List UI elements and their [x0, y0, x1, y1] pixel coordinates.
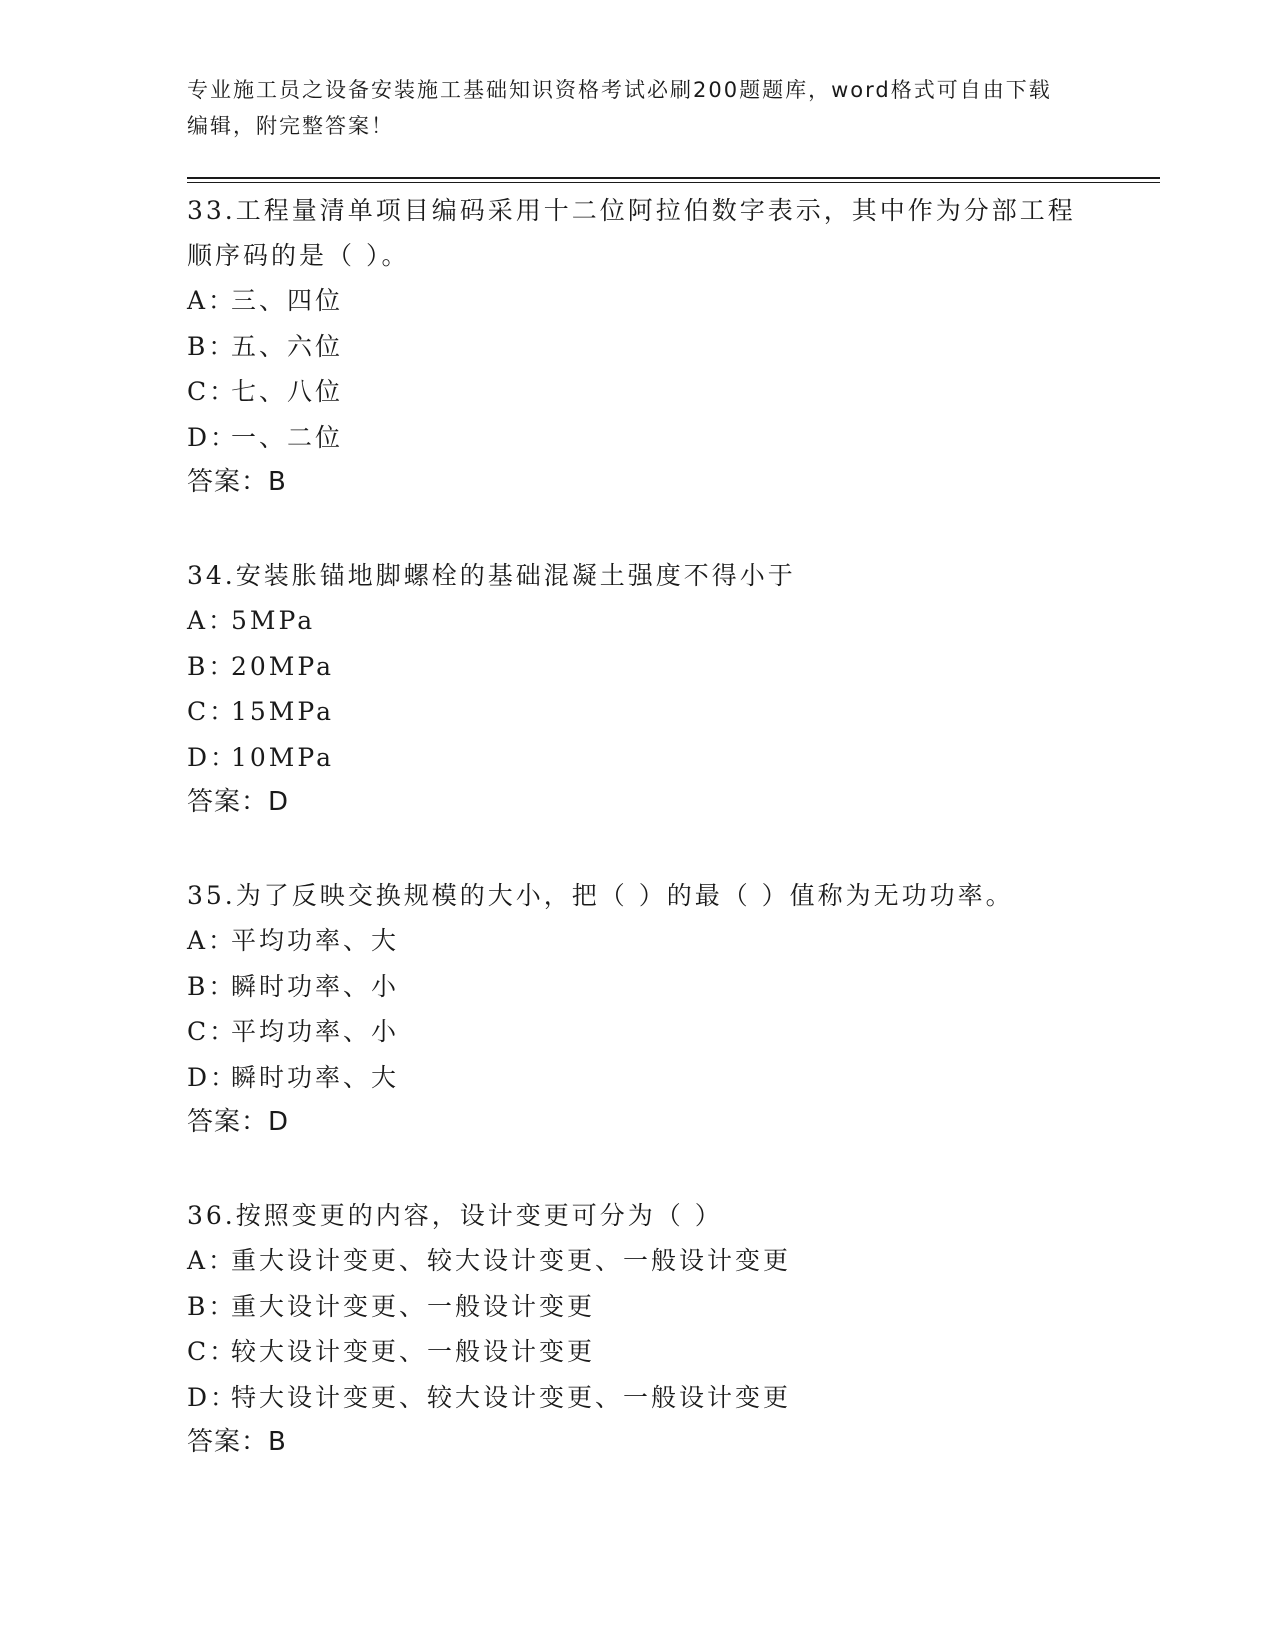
- option-text: 特大设计变更、较大设计变更、一般设计变更: [231, 1382, 792, 1412]
- option-letter: B：: [187, 331, 237, 361]
- answer-line: 答案：B: [187, 467, 287, 497]
- question-33: [187, 188, 1087, 505]
- option-letter: D：: [187, 422, 239, 452]
- option-text: 五、六位: [231, 331, 344, 361]
- option-a: [187, 598, 1087, 644]
- question-stem: 33.工程量清单项目编码采用十二位阿拉伯数字表示，其中作为分部工程顺序码的是（ ）。: [187, 196, 1076, 270]
- option-letter: C：: [187, 377, 238, 406]
- option-text: 瞬时功率、大: [231, 1062, 400, 1092]
- option-letter: B：: [187, 971, 237, 1001]
- option-text: 平均功率、小: [231, 1017, 400, 1046]
- option-c: [187, 1329, 1087, 1375]
- header-divider-thin: [187, 182, 1160, 183]
- option-text: 瞬时功率、小: [231, 971, 400, 1001]
- option-b: [187, 644, 1087, 690]
- question-stem: 36.按照变更的内容，设计变更可分为（ ）: [187, 1201, 723, 1230]
- question-36: [187, 1193, 1087, 1465]
- option-a: [187, 918, 1087, 964]
- question-stem: 35.为了反映交换规模的大小，把（ ）的最（ ）值称为无功功率。: [187, 881, 1014, 910]
- answer-line: 答案：D: [187, 1107, 290, 1137]
- question-34: [187, 553, 1087, 825]
- option-text: 10MPa: [231, 742, 335, 772]
- option-b: [187, 324, 1087, 370]
- option-letter: D：: [187, 1382, 239, 1412]
- option-c: [187, 689, 1087, 735]
- option-letter: A：: [187, 606, 237, 635]
- option-b: [187, 964, 1087, 1010]
- option-text: 三、四位: [231, 286, 344, 315]
- option-letter: D：: [187, 1062, 239, 1092]
- option-d: [187, 415, 1087, 461]
- option-text: 一、二位: [231, 422, 344, 452]
- option-letter: A：: [187, 1246, 237, 1275]
- option-b: [187, 1284, 1087, 1330]
- document-header: 专业施工员之设备安装施工基础知识资格考试必刷200题题库，word格式可自由下载编辑，附完整答案！: [187, 78, 1052, 138]
- question-35: [187, 873, 1087, 1145]
- option-d: [187, 1375, 1087, 1421]
- option-letter: C：: [187, 697, 238, 726]
- option-text: 较大设计变更、一般设计变更: [231, 1337, 596, 1366]
- option-letter: A：: [187, 286, 237, 315]
- option-c: [187, 369, 1087, 415]
- question-stem: 34.安装胀锚地脚螺栓的基础混凝土强度不得小于: [187, 561, 796, 590]
- answer-line: 答案：D: [187, 787, 290, 817]
- option-c: [187, 1009, 1087, 1055]
- option-d: [187, 1055, 1087, 1101]
- option-text: 5MPa: [231, 606, 316, 635]
- option-text: 15MPa: [231, 697, 335, 726]
- answer-line: 答案：B: [187, 1427, 287, 1457]
- option-text: 重大设计变更、一般设计变更: [231, 1291, 596, 1321]
- option-d: [187, 735, 1087, 781]
- option-letter: B：: [187, 651, 237, 681]
- option-text: 20MPa: [231, 651, 335, 681]
- option-letter: C：: [187, 1017, 238, 1046]
- header-divider-thick: [187, 177, 1160, 179]
- option-text: 重大设计变更、较大设计变更、一般设计变更: [231, 1246, 792, 1275]
- option-letter: D：: [187, 742, 239, 772]
- option-letter: C：: [187, 1337, 238, 1366]
- option-a: [187, 1238, 1087, 1284]
- option-text: 平均功率、大: [231, 926, 400, 955]
- option-text: 七、八位: [231, 377, 344, 406]
- option-letter: B：: [187, 1291, 237, 1321]
- option-letter: A：: [187, 926, 237, 955]
- option-a: [187, 278, 1087, 324]
